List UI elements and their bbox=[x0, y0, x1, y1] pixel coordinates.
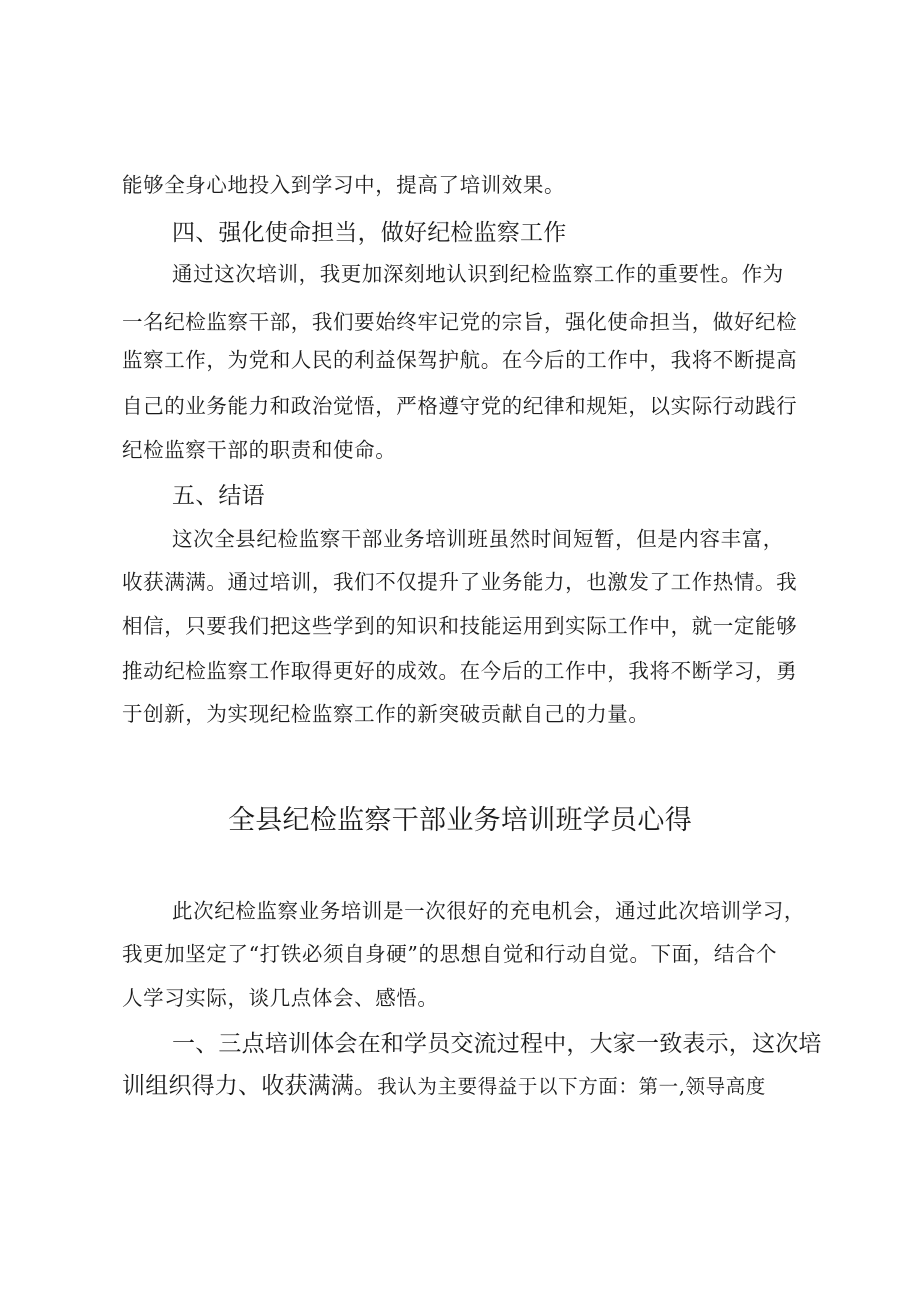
inline-body-text: 我认为主要得益于以下方面：第一,领导高度 bbox=[377, 1075, 766, 1098]
body-text-line: 推动纪检监察工作取得更好的成效。在今后的工作中，我将不断学习，勇 bbox=[122, 659, 798, 683]
body-text-line: 自己的业务能力和政治觉悟，严格遵守党的纪律和规矩，以实际行动践行 bbox=[122, 394, 798, 418]
body-text-line: 监察工作，为党和人民的利益保驾护航。在今后的工作中，我将不断提高 bbox=[122, 348, 798, 372]
body-text-line: 通过这次培训，我更加深刻地认识到纪检监察工作的重要性。作为 bbox=[172, 262, 784, 286]
body-text-line: 我更加坚定了“打铁必须自身硬”的思想自觉和行动自觉。下面，结合个 bbox=[122, 942, 778, 966]
body-text-line: 能够全身心地投入到学习中，提高了培训效果。 bbox=[122, 173, 566, 197]
body-text-line: 相信，只要我们把这些学到的知识和技能运用到实际工作中，就一定能够 bbox=[122, 614, 798, 638]
body-text-line: 人学习实际，谈几点体会、感悟。 bbox=[122, 986, 439, 1010]
body-text-line: 一名纪检监察干部，我们要始终牢记党的宗旨，强化使命担当，做好纪检 bbox=[122, 310, 798, 334]
inline-heading-text: 训组织得力、收获满满。 bbox=[122, 1073, 378, 1099]
section-heading-5: 五、结语 bbox=[172, 483, 265, 509]
document-title: 全县纪检监察干部业务培训班学员心得 bbox=[227, 805, 693, 836]
mixed-text-line bbox=[122, 1071, 766, 1102]
section-heading-1: 一、三点培训体会在和学员交流过程中，大家一致表示，这次培 bbox=[172, 1031, 822, 1057]
body-text-line: 纪检监察干部的职责和使命。 bbox=[122, 438, 397, 462]
body-text-line: 这次全县纪检监察干部业务培训班虽然时间短暂，但是内容丰富， bbox=[172, 527, 784, 551]
section-heading-4: 四、强化使命担当，做好纪检监察工作 bbox=[172, 220, 567, 246]
body-text-line: 收获满满。通过培训，我们不仅提升了业务能力，也激发了工作热情。我 bbox=[122, 570, 798, 594]
body-text-line: 此次纪检监察业务培训是一次很好的充电机会，通过此次培训学习， bbox=[172, 899, 805, 923]
body-text-line: 于创新，为实现纪检监察工作的新突破贡献自己的力量。 bbox=[122, 702, 650, 726]
